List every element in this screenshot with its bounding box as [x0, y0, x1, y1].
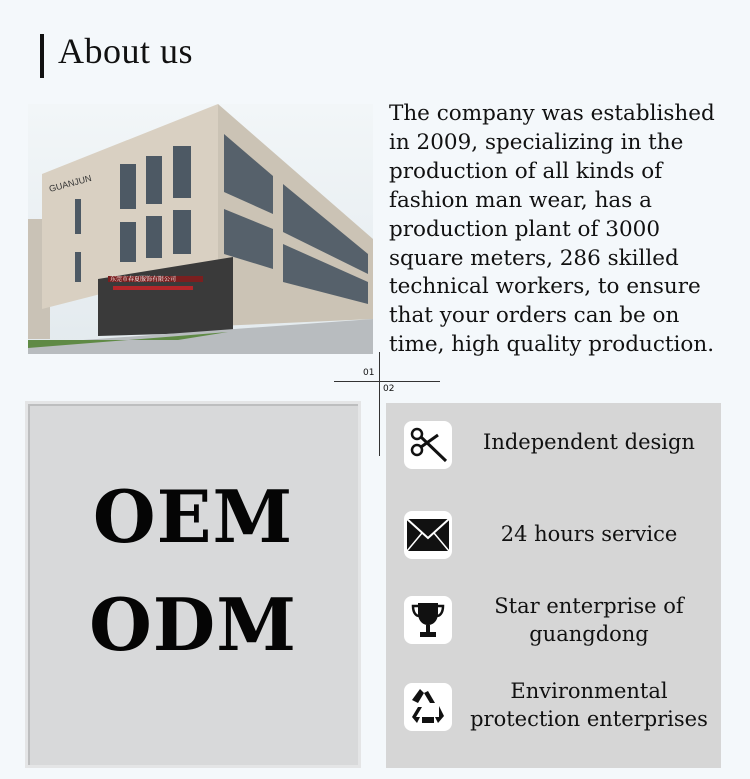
trophy-icon [404, 596, 452, 644]
envelope-icon [404, 511, 452, 559]
features-panel [386, 403, 721, 768]
crosshair-label-01: 01 [363, 368, 375, 378]
crosshair-horizontal [334, 381, 440, 382]
oem-odm-panel [25, 401, 361, 768]
building-banner: 东莞市春夏服饰有限公司 [110, 276, 177, 283]
company-building-photo [28, 104, 373, 354]
crosshair-vertical [379, 352, 380, 456]
feature-label-star: Star enterprise of guangdong [494, 594, 684, 646]
title-accent-bar [40, 34, 44, 78]
odm-label: ODM [89, 582, 297, 667]
company-intro-text: The company was established in 2009, specializing in the production of all kinds of fashion man wear, has a production plant of 3000 square meters, 286 skilled technical workers, to ensure that your orders can be on time, high quality production. [389, 101, 715, 358]
feature-label-design: Independent design [483, 430, 695, 454]
page-title: About us [58, 31, 194, 71]
feature-label-environmental: Environmental protection enterprises [470, 679, 708, 731]
crosshair-label-02: 02 [383, 384, 395, 394]
recycle-icon [404, 683, 452, 731]
building-sign: GUANJUN [47, 173, 93, 194]
oem-label: OEM [92, 474, 294, 559]
feature-label-service: 24 hours service [500, 522, 678, 546]
scissors-icon [404, 421, 452, 469]
